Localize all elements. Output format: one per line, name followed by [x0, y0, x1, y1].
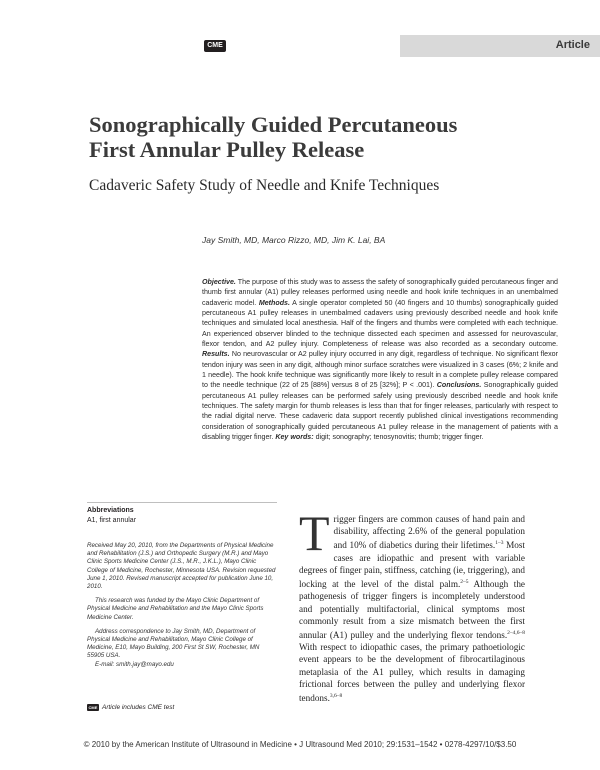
conclusions-label: Conclusions. — [436, 381, 482, 390]
cme-note — [87, 704, 174, 711]
results-text: No neurovascular or A2 pulley injury occurred in any digit, regardless of technique. No significant flexor tendon injury was seen in any digit, although minor surface scratches were visualized in 3 cases (6%; 2 knife and 1 needle). The hook knife technique was significantly more likely to result in a complete pulley release compared to the needle technique (22 of 25 [88%] versus 8 of 25 [32%]; P < .001). — [202, 350, 558, 390]
divider — [87, 502, 277, 503]
methods-text: A single operator completed 50 (40 fingers and 10 thumbs) sonographically guided percutaneous A1 pulley releases in unembalmed cadavers using previously described needle and hook knife techniques and simulated local anesthesia. Half of the fingers and thumbs were completed with each technique. An experienced observer blinded to the technique dissected each specimen and assessed for neurovascular, flexor tendon, and A2 pulley injury. Completeness of release was also recorded as a secondary outcome. — [202, 298, 558, 349]
title-line-1: Sonographically Guided Percutaneous — [89, 112, 458, 137]
cme-badge: CME — [204, 40, 226, 52]
reference-1: 1–3 — [495, 540, 504, 547]
objective-label: Objective. — [202, 278, 236, 286]
reference-2: 2–5 — [460, 579, 469, 586]
body-paragraph-part-1: rigger fingers are common causes of hand pain and disability, affecting 2.6% of the general population and 10% of diabetics during their lifetimes. — [333, 514, 525, 551]
abbreviation-item: A1, first annular — [87, 517, 137, 524]
correspondence-email: E-mail: smith.jay@mayo.edu — [95, 660, 174, 668]
body-text — [299, 505, 525, 704]
conclusions-text: Sonographically guided percutaneous A1 pulley releases can be performed safely using previously described needle and hook knife techniques. The safety margin for thumb releases is less than that for finger releases, particularly with respect to the radial digital nerve. These cadaveric data support recently published clinical investigations recommending consideration of sonographically guided percutaneous A1 pulley release in the management of patients with a disabling trigger finger. — [202, 381, 558, 442]
title-line-2: First Annular Pulley Release — [89, 137, 365, 162]
received-note: Received May 20, 2010, from the Departments of Physical Medicine and Rehabilitation (J.S.) and Orthopedic Surgery (M.R.) and Mayo Clinic Sports Medicine Center (J.S., M.R., J.K.L.), Mayo Clinic College of Medicine, Rochester, Minnesota USA. Revision requested June 1, 2010. Revised manuscript accepted for publication June 10, 2010. — [87, 542, 276, 591]
article-subtitle: Cadaveric Safety Study of Needle and Knife Techniques — [89, 177, 440, 194]
methods-label: Methods. — [258, 298, 290, 307]
cme-note-text: Article includes CME test — [102, 704, 175, 712]
section-label: Article — [555, 39, 590, 51]
funding-note: This research was funded by the Mayo Clinic Department of Physical Medicine and Rehabilitation and the Mayo Clinic Sports Medicine Center. — [87, 597, 264, 621]
body-paragraph-part-2: Most cases are idiopathic and present with variable degrees of finger pain, stiffness, catching (ie, triggering), and locking at the level of the distal palm. — [299, 540, 525, 590]
reference-3: 2–4,6–8 — [507, 629, 525, 636]
objective-text: The purpose of this study was to assess the safety of sonographically guided percutaneous finger and thumb first annular (A1) pulley releases performed using needle and hook knife techniques in an unembalmed cadaveric model. — [202, 278, 558, 307]
author-list: Jay Smith, MD, Marco Rizzo, MD, Jim K. Lai, BA — [202, 235, 386, 245]
body-paragraph-part-4: With respect to idiopathic cases, the primary pathoetiologic event appears to be the development of fibrocartilaginous metaplasia of the A1 pulley, which results in damaging frictional forces between the pulley and underlying flexor tendons. — [299, 642, 525, 704]
results-label: Results. — [202, 350, 230, 359]
drop-cap: T — [299, 505, 330, 561]
keywords-label: Key words: — [275, 433, 314, 442]
correspondence-address: Address correspondence to Jay Smith, MD, Department of Physical Medicine and Rehabilitation, Mayo Clinic College of Medicine, E10, Mayo Building, 200 First St SW, Rochester, MN 55905 USA. — [87, 627, 260, 660]
cme-mini-badge: CME — [88, 705, 98, 710]
article-sidenote — [87, 542, 277, 675]
body-paragraph-part-3: Although the pathogenesis of trigger fingers is incompletely understood and potentially multifactorial, clinical symptoms most commonly result from a size mismatch between the first annular (A1) pulley and the underlying flexor tendons. — [299, 579, 525, 641]
page-footer: © 2010 by the American Institute of Ultrasound in Medicine • J Ultrasound Med 2010; 29:1531–1542 • 0278-4297/10/$3.50 — [83, 740, 517, 749]
reference-4: 3,6–8 — [329, 693, 343, 700]
article-title — [89, 112, 569, 162]
article-section-tab — [400, 35, 600, 57]
keywords-text: digit; sonography; tenosynovitis; thumb; trigger finger. — [315, 433, 484, 442]
abbreviations-heading: Abbreviations — [87, 507, 134, 514]
abstract — [202, 277, 558, 443]
